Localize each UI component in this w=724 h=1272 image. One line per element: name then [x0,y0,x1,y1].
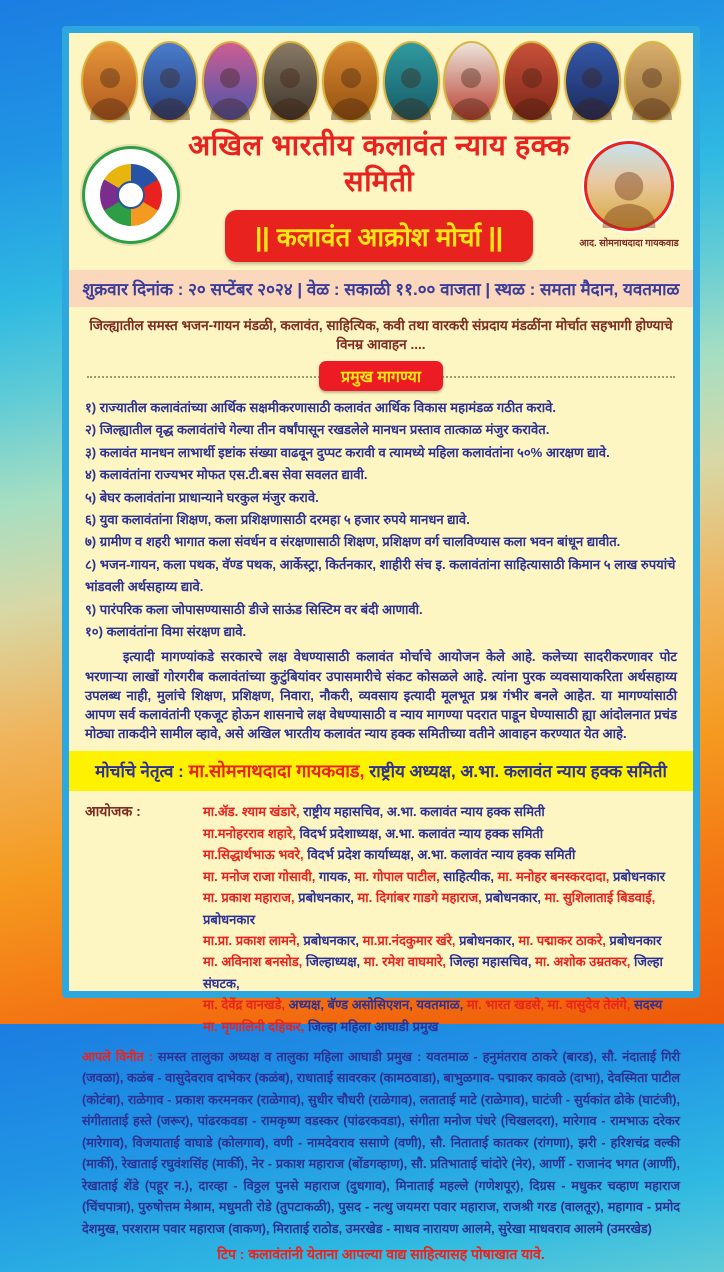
organizer-name: मा. भारत खडसे, [466,997,548,1013]
march-title-banner: || कलावंत आक्रोश मोर्चा || [225,210,533,262]
organizer-name: मा. अविनाश बनसोड, [203,954,303,970]
demand-item: ७) ग्रामीण व शहरी भागात कला संवर्धन व संरक्षणासाठी शिक्षण, प्रशिक्षण वर्ग चालविण्यास कला भवन बांधून द्यावीत. [85,534,621,550]
portrait-photo-1 [81,41,138,122]
portrait-photo-10 [624,41,681,122]
poster-panel [62,26,700,1263]
demand-item: १) राज्यातील कलावंतांच्या आर्थिक सक्षमीकरणासाठी कलावंत आर्थिक विकास महामंडळ गठीत करावे. [85,400,557,415]
appeal-paragraph: इत्यादी मागण्यांकडे सरकारचे लक्ष वेधण्यासाठी कलावंत मोर्चाचे आयोजन केले आहे. कलेच्या सादरीकरणावर पोट भरणाऱ्या लाखों गोरगरीब कलावंतांच्या कुटुंबियांवर उपासमारीचे संकट कोसळले आहे. त्यांना पुरक व्यवसायाकरिता अर्थसहाय्य उपलब्ध नाही, मुलांचे शिक्षण, प्रशिक्षण, निवारा, नौकरी, व्यवसाय इत्यादी मूलभूत प्रश्न गंभीर बनले आहेत. या मागण्यांसाठी आपण सर्व कलावंतांनी एकजूट होऊन शासनाचे लक्ष वेधण्यासाठी व न्याय मागण्या पदरात पाडून घेण्यासाठी ह्या आंदोलनात प्रचंड मोठ्या ताकदीने सामील व्हावे, असे अखिल भारतीय कलावंत न्याय हक्क समितीच्या वतीने आवाहन करण्यात येत आहे. [85,649,677,742]
logo-pinwheel-icon [100,164,162,226]
portrait-photo-4 [262,41,319,122]
organizer-role: साहित्यीक, [439,868,498,884]
portrait-photo-6 [383,41,440,122]
portrait-photo-8 [503,41,560,122]
demand-item: ८) भजन-गायन, कला पथक, वॅण्ड पथक, आर्केस्ट्रा, किर्तनकार, शाहीरी संच इ. कलावंतांना साहित्यासाठी किमान ५ लाख रुपयांचे भांडवली अर्थसहाय्य द्यावे. [85,556,676,595]
organizer-name: मा. सुशिलाताई बिडवाई, [544,890,656,906]
demands-heading-badge: प्रमुख मागण्या [319,361,443,391]
organizer-line [203,930,677,951]
organizer-name: मा. मृणालिनी दहिकर, [203,1018,305,1034]
organizer-role: जिल्हा महासचिव, [446,954,536,970]
portrait-photo-7 [443,41,500,122]
organizers-label: आयोजक : [85,803,141,820]
organizer-name: मा. मनोज राजा गोसावी, [203,868,316,884]
leader-photo [584,141,674,231]
portrait-photo-2 [141,41,198,122]
organizers-list [203,801,677,1036]
organizer-role: विदर्भ प्रदेश कार्याध्यक्ष, अ.भा. कलावंत न्याय हक्क समिती [303,847,576,863]
organizer-name: मा.प्रा. प्रकाश लामने, [203,932,300,948]
organizer-role: जिल्हा महिला आघाडी प्रमुख [304,1018,439,1034]
portrait-photo-5 [322,41,379,122]
organizer-role: अध्यक्ष, बॅण्ड असोसिएशन, यवतमाळ, [285,997,467,1013]
organizer-line [203,801,677,822]
demand-item: १०) कलावंतांना विमा संरक्षण द्यावे. [85,624,247,640]
committee-logo-icon [82,146,180,244]
vinit-label: आपले विनीत : [82,1049,153,1064]
organizer-line [203,866,677,887]
demands-list [69,393,693,643]
leadership-role: राष्ट्रीय अध्यक्ष, अ.भा. कलावंत न्याय हक्क समिती [364,762,667,782]
organization-title: अखिल भारतीय कलावंत न्याय हक्क समिती [188,130,570,198]
vinit-block [69,1039,693,1241]
vinit-text: समस्त तालुका अध्यक्ष व तालुका महिला आघाडी प्रमुख : यवतमाळ - हनुमंतराव ठाकरे (बारड), सौ. नंदाताई गिरी (जवळा), कळंब - वासुदेवराव दाभेकर (कळंब), राधाताई सावरकर (कामठवाडा), बाभुळगाव- पद्माकर कावळे (दाभा), देवस्मिता पाटील (कोटंबा), राळेगाव - प्रकाश करमनकर (राळेगाव), सुधीर चौधरी (राळेगाव), लताताई माटे (राळेगाव), घाटंजी - सुर्यकांत ढोके (घाटंजी), संगीताताई हस्ते (जरूर), पांढरकवडा - रामकृष्ण वडस्कर (पांढरकवडा), संगीता मनोज पंधरे (चिखलदरा), मारेगाव - रामभाऊ दरेकर (मारेगाव), विजयाताई वाघाडे (कोलगाव), वणी - नामदेवराव ससाणे (वणी), सौ. निताताई कातकर (रांगणा), झरी - हरिशचंद्र वल्की (मार्की), रेखाताई रघुवंशसिंह (मार्की), नेर - प्रकाश महाराज (बोंडगव्हाण), सौ. प्रतिभाताई चांदोरे (नेर), आर्णी - राजानंद भगत (आर्णी), रेखाताई शेंडे (पहूर न.), दारव्हा - विठ्ठल पुनसे महाराज (दुधगाव), मिनाताई महल्ले (गणेशपूर), दिग्रस - मधुकर चव्हाण महाराज (चिंचपात्रा), पुरुषोत्तम मेश्राम, मधुमती रोडे (तुपटाकळी), पुसद - नत्थु जयमरा पवार महाराज, राजश्री गरड (वालतूर), महागाव - प्रमोद देशमुख, परशराम पवार महाराज (वाकण), मिराताई राठोड, उमरखेड - माधव नारायण आलमे, सुरेखा माधवराव आलमे (उमरखेड) [82,1049,681,1236]
leadership-band [69,751,693,791]
organizers-section [69,791,693,1038]
demand-item: ९) पारंपरिक कला जोपासण्यासाठी डीजे साऊंड सिस्टिम वर बंदी आणावी. [85,601,423,617]
organizer-name: मा. देवेंद्र वानखडे, [203,997,286,1013]
organizer-role: प्रबोधनकार [609,868,666,884]
leadership-prefix: मोर्चाचे नेतृत्व : [95,762,189,782]
organizer-name: मा. मनोहर बनस्करदादा, [497,868,610,884]
organizer-role: प्रबोधनकार, [481,890,545,906]
portrait-photo-3 [202,41,259,122]
organizer-name: मा. पद्माकर ठाकरे, [518,932,606,948]
organizer-name: मा. वासुदेव तेलंगे, [547,997,631,1013]
organizer-role: प्रबोधनकार, [299,932,363,948]
tip-line: टिप : कलावंतांनी येताना आपल्या वाद्य साहित्यासह पोषाखात यावे. [217,1246,545,1263]
leadership-name: मा.सोमनाथदादा गायकवाड, [188,761,365,782]
leader-photo-caption: आद. सोमनाथदादा गायकवाड [579,238,679,249]
organizer-name: मा. प्रकाश महाराज, [203,890,295,906]
organizer-role: गायक, [315,868,355,884]
event-info-strip: शुक्रवार दिनांक : २० सप्टेंबर २०२४ | वेळ : सकाळी ११.०० वाजता | स्थळ : समता मैदान, यवतमाळ [69,270,693,307]
organizer-line [203,823,677,844]
organizer-role: प्रबोधनकार, [294,890,358,906]
demand-item: ६) युवा कलावंतांना शिक्षण, कला प्रशिक्षणासाठी दरमहा ५ हजार रुपये मानधन द्यावे. [85,512,470,528]
organizer-name: मा.मनोहरराव शहारे, [203,825,296,841]
organizer-line [203,1016,677,1037]
organizer-role: जिल्हा संघटक, [203,954,663,991]
organizer-role: प्रबोधनकार, [455,932,519,948]
organizer-line [203,994,677,1015]
organizer-name: मा.सिद्धार्थभाऊ भवरे, [203,847,304,863]
organizer-line [203,951,677,994]
organizer-role: प्रबोधनकार [203,911,256,927]
organizer-name: मा.ॲड. श्याम खंडारे, [203,804,300,820]
poster-header [69,124,693,270]
organizer-line [203,887,677,930]
organizer-role: सदस्य [630,997,663,1013]
portraits-row [69,33,693,124]
demand-item: ४) कलावंतांना राज्यभर मोफत एस.टी.बस सेवा सवलत द्यावी. [85,467,368,483]
organizer-name: मा.प्रा.नंदकुमार खंरे, [362,932,456,948]
organizer-role: जिल्हाध्यक्ष, [302,954,364,970]
organizer-name: मा. दिगांबर गाडगे महाराज, [357,890,482,906]
organizer-name: मा. गोपाल पाटील, [354,868,440,884]
organizer-name: मा. अशोक उम्रतकर, [535,954,631,970]
portrait-photo-9 [564,41,621,122]
organizer-role: विदर्भ प्रदेशाध्यक्ष, अ.भा. कलावंत न्याय हक्क समिती [295,825,544,841]
demands-heading-row [83,361,679,391]
organizer-role: प्रबोधनकार [605,932,662,948]
invitation-line: जिल्ह्यातील समस्त भजन-गायन मंडळी, कलावंत, साहित्यिक, कवी तथा वारकरी संप्रदाय मंडळींना मोर्चात सहभागी होण्याचे विनम्र आवाहन .... [89,318,673,352]
organizer-role: राष्ट्रीय महासचिव, अ.भा. कलावंत न्याय हक्क समिती [299,804,545,820]
demand-item: ५) बेघर कलावंतांना प्राधान्याने घरकुल मंजुर करावे. [85,489,319,505]
demand-item: ३) कलावंत मानधन लाभार्थी इष्टांक संख्या वाढवून दुप्पट करावी व त्यामध्ये महिला कलावंतांना ५०% आरक्षण द्यावे. [85,444,610,460]
demand-item: २) जिल्ह्यातील वृद्ध कलावंतांचे गेल्या तीन वर्षांपासून रखडलेले मानधन प्रस्ताव तात्काळ मंजुर करावेत. [85,422,550,438]
organizer-line [203,844,677,865]
organizer-name: मा. रमेश वाघमारे, [363,954,447,970]
person-silhouette-icon [596,162,662,228]
